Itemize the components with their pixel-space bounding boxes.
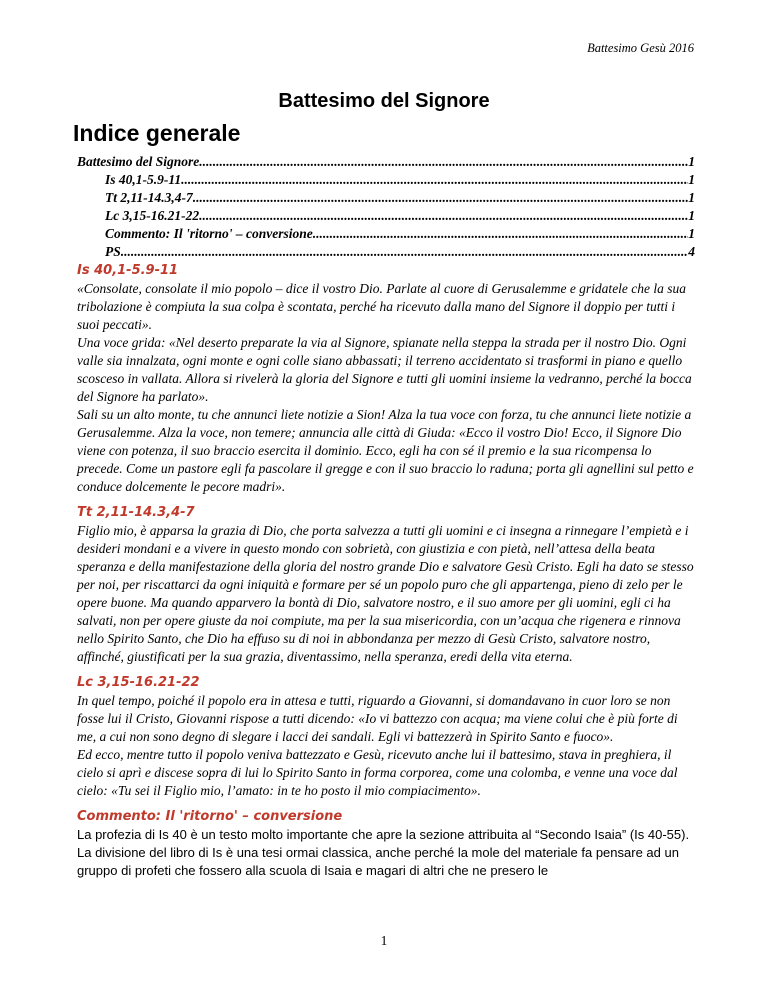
- paragraph: Ed ecco, mentre tutto il popolo veniva battezzato e Gesù, ricevuto anche lui il battesimo, stava in preghiera, il cielo si aprì e discese sopra di lui lo Spirito Santo in forma corporea, come una colomba, e venne una voce dal cielo: «Tu sei il Figlio mio, l’amato: in te ho posto il mio compiacimento».: [77, 747, 678, 798]
- paragraph: «Consolate, consolate il mio popolo – dice il vostro Dio. Parlate al cuore di Gerusalemme e gridatele che la sua tribolazione è compiuta la sua colpa è scontata, perché ha ricevuto dalla mano del Signore il doppio per tutti i suoi peccati».: [77, 281, 687, 332]
- table-of-contents: [77, 154, 695, 262]
- toc-leader-dots: [313, 226, 688, 242]
- paragraph: Una voce grida: «Nel deserto preparate la via al Signore, spianate nella steppa la strada per il nostro Dio. Ogni valle sia innalzata, ogni monte e ogni colle siano abbassati; il terreno accidentato si trasformi in piano e quello scosceso in vallata. Allora si rivelerà la gloria del Signore e tutti gli uomini insieme la vedranno, perché la bocca del Signore ha parlato».: [77, 335, 692, 404]
- paragraph: Sali su un alto monte, tu che annunci liete notizie a Sion! Alza la tua voce con forza, tu che annunci liete notizie a Gerusalemme. Alza la voce, non temere; annuncia alle città di Giuda: «Ecco il vostro Dio! Ecco, il Signore Dio viene con potenza, il suo braccio esercita il dominio. Ecco, egli ha con sé il premio e la sua ricompensa lo precede. Come un pastore egli fa pascolare il gregge e con il suo braccio lo raduna; porta gli agnellini sul petto e conduce dolcemente le pecore madri».: [77, 407, 694, 494]
- toc-entry-page: 1: [688, 172, 695, 187]
- section-isaiah: [77, 262, 697, 496]
- toc-entry-page: 1: [688, 226, 695, 241]
- section-heading: Lc 3,15-16.21-22: [77, 675, 200, 690]
- section-text: [77, 692, 697, 800]
- paragraph: La profezia di Is 40 è un testo molto importante che apre la sezione attribuita al “Secondo Isaia” (Is 40-55). La divisione del libro di Is è una tesi ormai classica, anche perché la mole del materiale fa pensare ad un gruppo di profeti che fossero alla scuola di Isaia e magari di altri che ne presero le: [77, 827, 690, 878]
- toc-leader-dots: [181, 172, 688, 188]
- section-heading: Commento: Il 'ritorno' – conversione: [77, 809, 343, 824]
- document-body: [77, 262, 697, 880]
- toc-leader-dots: [121, 244, 688, 260]
- toc-entry-page: 4: [688, 244, 695, 259]
- toc-heading: Indice generale: [73, 120, 241, 146]
- toc-entry-page: 1: [688, 154, 695, 169]
- paragraph: Figlio mio, è apparsa la grazia di Dio, che porta salvezza a tutti gli uomini e ci insegna a rinnegare l’empietà e i desideri mondani e a vivere in questo mondo con sobrietà, con giustizia e con pietà, nell’attesa della beata speranza e della manifestazione della gloria del nostro grande Dio e salvatore Gesù Cristo. Egli ha dato se stesso per noi, per riscattarci da ogni iniquità e formare per sé un popolo puro che gli appartenga, pieno di zelo per le opere buone. Ma quando apparvero la bontà di Dio, salvatore nostro, e il suo amore per gli uomini, egli ci ha salvati, non per opere giuste da noi compiute, ma per la sua misericordia, con un’acqua che rigenera e rinnova nello Spirito Santo, che Dio ha effuso su di noi in abbondanza per mezzo di Gesù Cristo, salvatore nostro, affinché, giustificati per la sua grazia, diventassimo, nella speranza, eredi della vita eterna.: [77, 523, 694, 664]
- toc-entry[interactable]: [77, 154, 695, 172]
- page-number: 1: [380, 933, 388, 948]
- toc-leader-dots: [193, 190, 689, 206]
- section-luke: [77, 674, 697, 800]
- toc-entry-label[interactable]: Is 40,1-5.9-11: [105, 172, 182, 187]
- toc-entry-label[interactable]: PS: [105, 244, 121, 259]
- toc-entry[interactable]: [77, 208, 695, 226]
- section-heading: Tt 2,11-14.3,4-7: [77, 505, 195, 520]
- document-title: Battesimo del Signore: [278, 90, 490, 112]
- section-text: [77, 522, 697, 666]
- section-text: [77, 280, 697, 496]
- paragraph: In quel tempo, poiché il popolo era in attesa e tutti, riguardo a Giovanni, si domandavano in cuor loro se non fosse lui il Cristo, Giovanni rispose a tutti dicendo: «Io vi battezzo con acqua; ma viene colui che è più forte di me, a cui non sono degno di slegare i lacci dei sandali. Egli vi battezzerà in Spirito Santo e fuoco».: [77, 693, 678, 744]
- toc-entry-label[interactable]: Tt 2,11-14.3,4-7: [105, 190, 193, 205]
- toc-entry[interactable]: [77, 172, 695, 190]
- section-heading: Is 40,1-5.9-11: [77, 263, 179, 278]
- running-header: Battesimo Gesù 2016: [587, 41, 694, 55]
- toc-entry[interactable]: [77, 226, 695, 244]
- toc-entry-label[interactable]: Battesimo del Signore: [77, 154, 200, 169]
- toc-entry-page: 1: [688, 190, 695, 205]
- toc-leader-dots: [199, 208, 688, 224]
- section-titus: [77, 504, 697, 666]
- toc-entry-page: 1: [688, 208, 695, 223]
- toc-entry-label[interactable]: Commento: Il 'ritorno' – conversione: [105, 226, 313, 241]
- toc-entry[interactable]: [77, 244, 695, 262]
- toc-entry[interactable]: [77, 190, 695, 208]
- toc-entry-label[interactable]: Lc 3,15-16.21-22: [105, 208, 200, 223]
- section-commento: [77, 808, 697, 880]
- toc-leader-dots: [199, 154, 688, 170]
- section-text: [77, 826, 697, 880]
